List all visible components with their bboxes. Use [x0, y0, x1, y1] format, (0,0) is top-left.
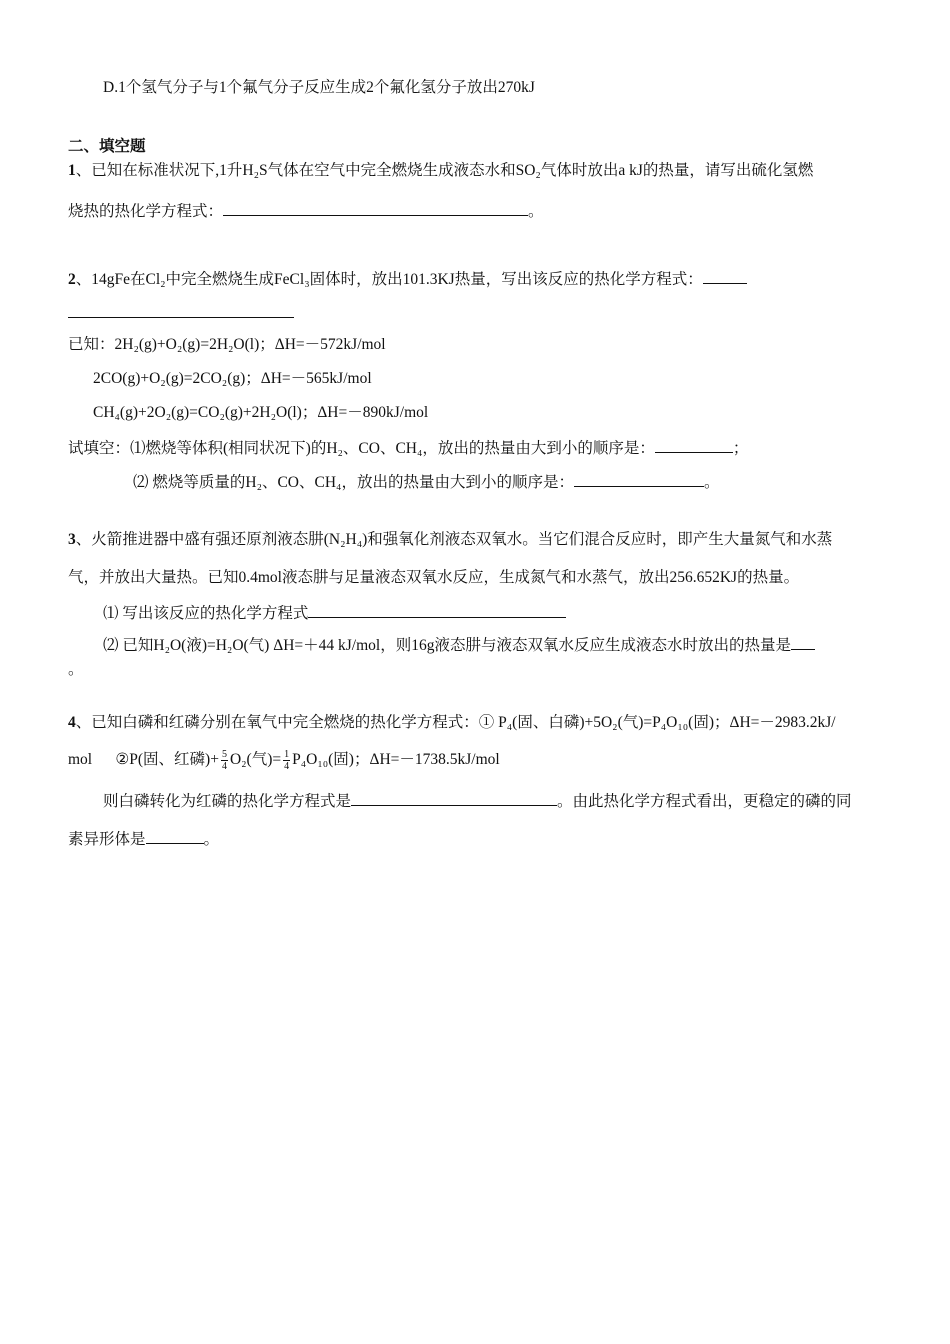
q1-text: 、已知在标准状况下,1升H₂S气体在空气中完全燃烧生成液态水和SO₂气体时放出a kJ的热量，请写出硫化氢燃: [75, 162, 814, 179]
q2-ask2-line: [133, 471, 719, 493]
q3-sub2-blank[interactable]: [791, 634, 815, 650]
q2-ask1-line: [68, 437, 748, 459]
q1-line2: [68, 200, 544, 222]
given-eq3: CH₄(g)+2O₂(g)=CO₂(g)+2H₂O(l)；ΔH=－890kJ/mol: [93, 404, 429, 421]
q4-line3-end: 。由此热化学方程式看出，更稳定的磷的同: [557, 793, 852, 810]
given-label: 已知：: [68, 336, 115, 353]
fraction-five-quarters: [221, 749, 228, 772]
q3-number: 3: [68, 531, 76, 548]
q2-ask2: ⑵ 燃烧等质量的H₂、CO、CH₄，放出的热量由大到小的顺序是：: [133, 474, 574, 491]
q3-sub1: ⑴ 写出该反应的热化学方程式: [103, 605, 309, 622]
q4-allotrope-blank[interactable]: [146, 828, 204, 844]
q3-line1: [68, 530, 832, 550]
q1-prompt: 烧热的热化学方程式：: [68, 203, 224, 220]
q4-line1: [68, 713, 836, 733]
q2-answer-blank-b[interactable]: [68, 302, 294, 318]
q4-prompt: 则白磷转化为红磷的热化学方程式是: [103, 793, 352, 810]
q2-ask1: 试填空：⑴燃烧等体积(相同状况下)的H₂、CO、CH₄，放出的热量由大到小的顺序是：: [68, 440, 655, 457]
q1-line1: [68, 161, 813, 181]
q4-line4: [68, 828, 219, 850]
given-eq1: 2H₂(g)+O₂(g)=2H₂O(l)；ΔH=－572kJ/mol: [114, 336, 386, 353]
q1-number: 1: [68, 162, 76, 179]
q2-text: 、14gFe在Cl₂中完全燃烧生成FeCl₃固体时，放出101.3KJ热量，写出该反应的热化学方程式：: [75, 271, 703, 288]
q2-answer-blank-a[interactable]: [703, 268, 747, 284]
q2-line2: [68, 302, 294, 324]
q3-sub1-line: [103, 602, 566, 624]
q2-ask2-end: 。: [703, 474, 720, 491]
q3-sub1-blank[interactable]: [308, 602, 566, 618]
q3-line2: 气，并放出大量热。已知0.4mol液态肼与足量液态双氧水反应，生成氮气和水蒸气，放出256.652KJ的热量。: [68, 569, 800, 586]
frac2-numerator: 1: [284, 748, 290, 760]
q4-end: 。: [203, 831, 220, 848]
q3-text: 、火箭推进器中盛有强还原剂液态肼(N₂H₄)和强氧化剂液态双氧水。当它们混合反应时，即产生大量氮气和水蒸: [75, 531, 833, 548]
q2-ask1-blank[interactable]: [655, 437, 733, 453]
q4-text: 、已知白磷和红磷分别在氧气中完全燃烧的热化学方程式：① P₄(固、白磷)+5O₂(气)=P₄O₁₀(固)；ΔH=－2983.2kJ/: [75, 714, 836, 731]
given-eq2: 2CO(g)+O₂(g)=2CO₂(g)；ΔH=－565kJ/mol: [93, 370, 372, 387]
previous-question-option-d: D.1个氢气分子与1个氟气分子反应生成2个氟化氢分子放出270kJ: [103, 79, 535, 96]
q2-ask2-blank[interactable]: [574, 471, 704, 487]
fraction-one-quarter: [283, 749, 290, 772]
q4-number: 4: [68, 714, 76, 731]
q4-answer-blank[interactable]: [351, 790, 557, 806]
frac1-numerator: 5: [221, 748, 227, 760]
q1-end: 。: [528, 203, 544, 220]
q3-sub2: ⑵ 已知H₂O(液)=H₂O(气) ΔH=＋44 kJ/mol，则16g液态肼与液态双氧水反应生成液态水时放出的热量是: [103, 637, 791, 654]
q4-line2-c: P₄O₁₀(固)；ΔH=－1738.5kJ/mol: [292, 751, 500, 768]
q2-ask1-end: ；: [732, 440, 749, 457]
q1-answer-blank[interactable]: [223, 200, 528, 216]
q4-line2: [68, 747, 500, 773]
q2-number: 2: [68, 271, 76, 288]
q4-line2-b: O₂(气)=: [229, 751, 282, 768]
q2-line1: [68, 268, 747, 290]
q3-sub2-line: [103, 634, 815, 656]
q4-ask: 素异形体是: [68, 831, 146, 848]
given-eq1-line: [68, 335, 386, 355]
q4-line3: [103, 790, 852, 812]
q4-line2-a: mol ②P(固、红磷)+: [68, 751, 219, 768]
frac1-denominator: 4: [221, 760, 227, 772]
frac2-denominator: 4: [284, 760, 290, 772]
q3-sub2-end: 。: [68, 661, 84, 678]
section-title: 二、填空题: [68, 138, 146, 155]
